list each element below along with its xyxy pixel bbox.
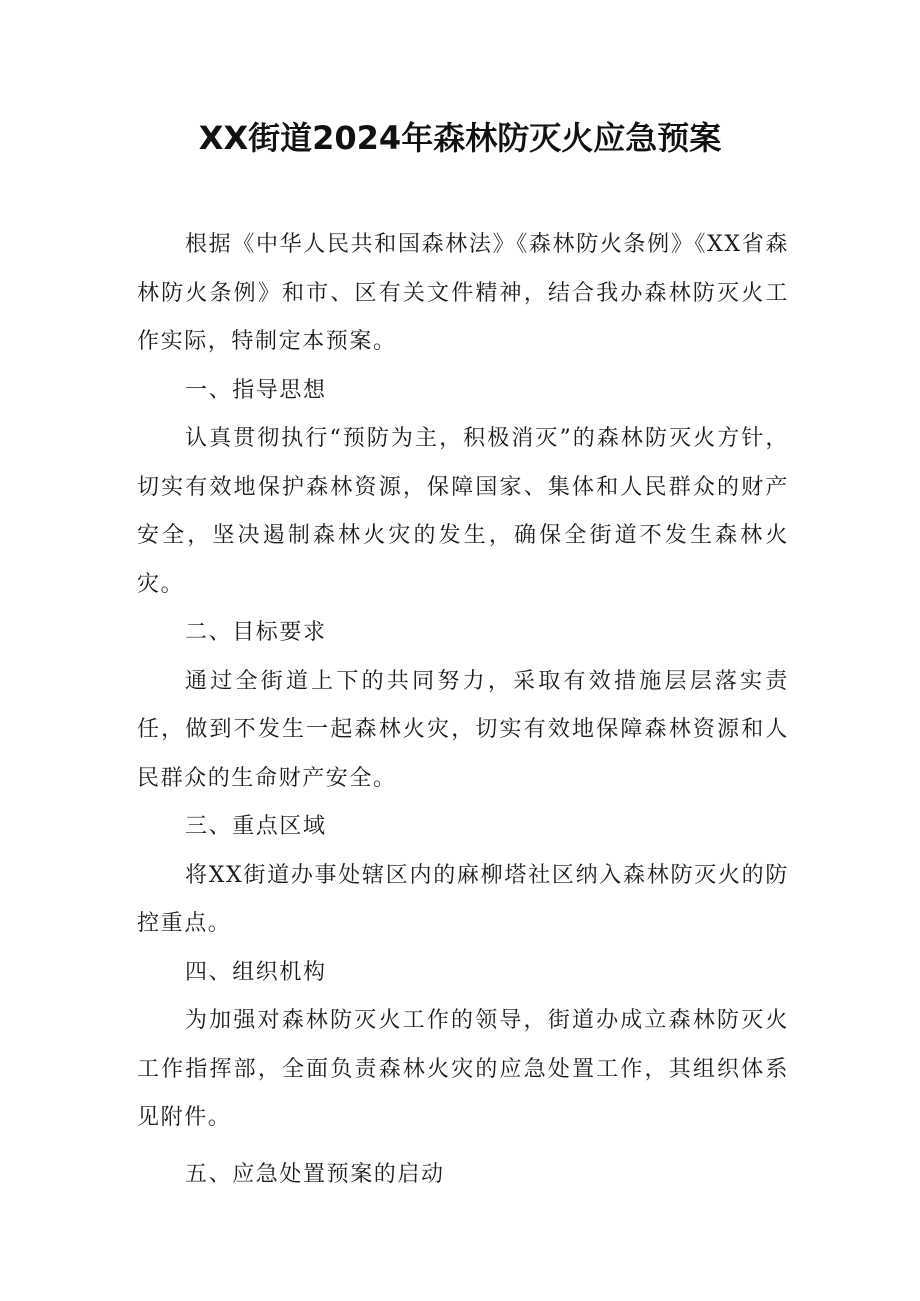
document-title: XX街道2024年森林防灭火应急预案 bbox=[198, 119, 722, 157]
section-heading-organization: 四、组织机构 bbox=[185, 959, 327, 985]
section-heading-plan-activation: 五、应急处置预案的启动 bbox=[185, 1161, 445, 1187]
intro-paragraph: 根据《中华人民共和国森林法》《森林防火条例》《XX省森林防火条例》和市、区有关文件精神，结合我办森林防灭火工作实际，特制定本预案。 bbox=[137, 232, 789, 354]
document-body bbox=[137, 221, 789, 1199]
guiding-ideology-paragraph: 认真贯彻执行“预防为主，积极消灭”的森林防灭火方针，切实有效地保护森林资源，保障国家、集体和人民群众的财产安全，坚决遏制森林火灾的发生，确保全街道不发生森林火灾。 bbox=[137, 426, 789, 597]
section-heading-guiding-ideology: 一、指导思想 bbox=[185, 377, 327, 403]
section-heading-objectives: 二、目标要求 bbox=[185, 620, 327, 645]
key-areas-paragraph: 将XX街道办事处辖区内的麻柳塔社区纳入森林防灭火的防控重点。 bbox=[137, 862, 789, 936]
section-heading-key-areas: 三、重点区域 bbox=[185, 814, 327, 839]
objectives-paragraph: 通过全街道上下的共同努力，采取有效措施层层落实责任，做到不发生一起森林火灾，切实有效地保障森林资源和人民群众的生命财产安全。 bbox=[137, 668, 789, 791]
organization-paragraph: 为加强对森林防灭火工作的领导，街道办成立森林防灭火工作指挥部，全面负责森林火灾的应急处置工作，其组织体系见附件。 bbox=[137, 1008, 789, 1130]
